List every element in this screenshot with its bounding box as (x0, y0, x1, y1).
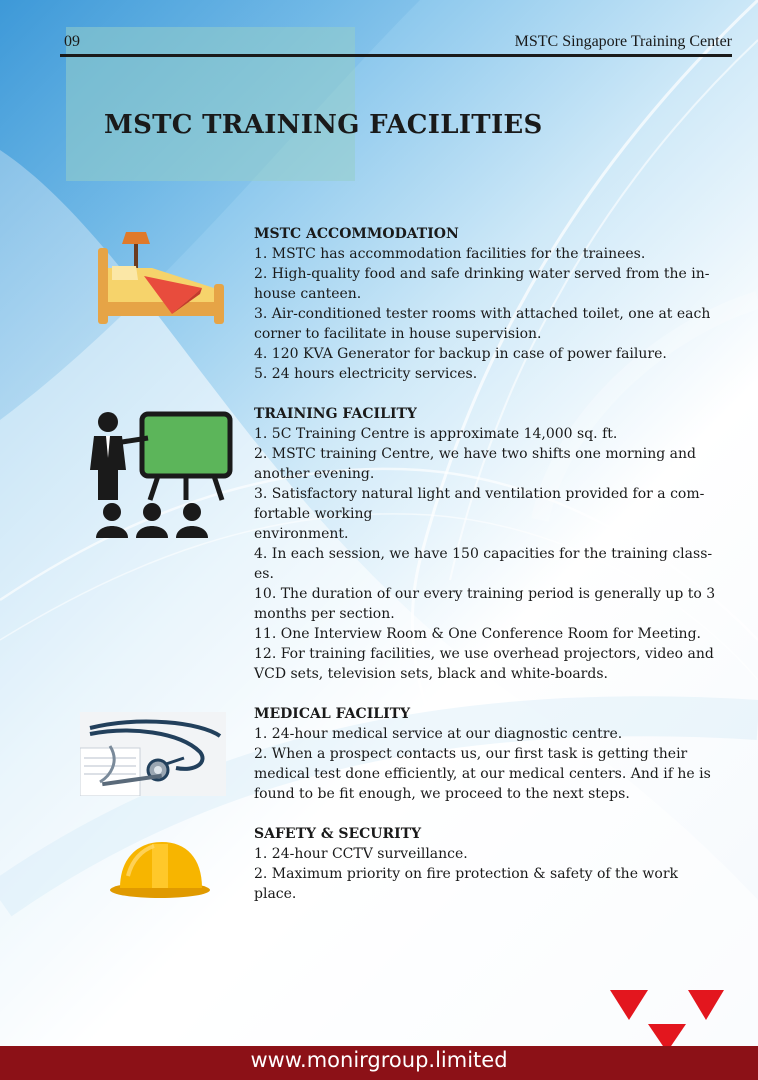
accommodation-line-2: 2. High-quality food and safe drinking water served from the in-house canteen. (254, 266, 710, 302)
safety-line-1: 1. 24-hour CCTV surveillance. (254, 846, 468, 862)
training-heading: TRAINING FACILITY (254, 406, 417, 422)
accommodation-heading: MSTC ACCOMMODATION (254, 226, 459, 242)
accommodation-line-3: 3. Air-conditioned tester rooms with attached toilet, one at each corner to facilitate in house supervision. (254, 306, 711, 342)
header-divider (60, 54, 732, 57)
training-line-8: 12. For training facilities, we use overhead projectors, video and VCD sets, television sets, black and white-boards. (254, 646, 714, 682)
hard-hat-icon (108, 836, 212, 900)
accommodation-line-5: 5. 24 hours electricity services. (254, 366, 478, 382)
medical-section (254, 704, 722, 804)
training-line-4: environment. (254, 526, 349, 542)
safety-section (254, 824, 722, 904)
training-line-1: 1. 5C Training Centre is approximate 14,000 sq. ft. (254, 426, 618, 442)
medical-heading: MEDICAL FACILITY (254, 706, 411, 722)
safety-line-2: 2. Maximum priority on fire protection & safety of the work place. (254, 866, 679, 902)
footer-url[interactable]: www.monirgroup.limited (250, 1048, 508, 1072)
page-number: 09 (64, 33, 80, 50)
training-section (254, 404, 722, 684)
medical-line-1: 1. 24-hour medical service at our diagnostic centre. (254, 726, 623, 742)
page-header (62, 30, 732, 54)
accommodation-line-4: 4. 120 KVA Generator for backup in case of power failure. (254, 346, 667, 362)
training-line-7: 11. One Interview Room & One Conference Room for Meeting. (254, 626, 701, 642)
medical-line-2: 2. When a prospect contacts us, our first task is getting their medical test done efficiently, at our medical centers. And if he is found to be fit enough, we proceed to the next steps. (254, 746, 711, 802)
training-line-6: 10. The duration of our every training period is generally up to 3 months per section. (254, 586, 716, 622)
page-title: MSTC TRAINING FACILITIES (104, 110, 543, 140)
training-line-5: 4. In each session, we have 150 capacities for the training class-es. (254, 546, 713, 582)
stethoscope-icon (80, 712, 226, 796)
safety-heading: SAFETY & SECURITY (254, 826, 422, 842)
header-title: MSTC Singapore Training Center (514, 33, 732, 50)
presentation-icon (86, 408, 236, 544)
bed-icon (92, 228, 228, 324)
accommodation-section (254, 224, 722, 384)
training-line-3: 3. Satisfactory natural light and ventilation provided for a com-fortable working (254, 486, 705, 522)
training-line-2: 2. MSTC training Centre, we have two shifts one morning and another evening. (254, 446, 696, 482)
accommodation-line-1: 1. MSTC has accommodation facilities for the trainees. (254, 246, 646, 262)
